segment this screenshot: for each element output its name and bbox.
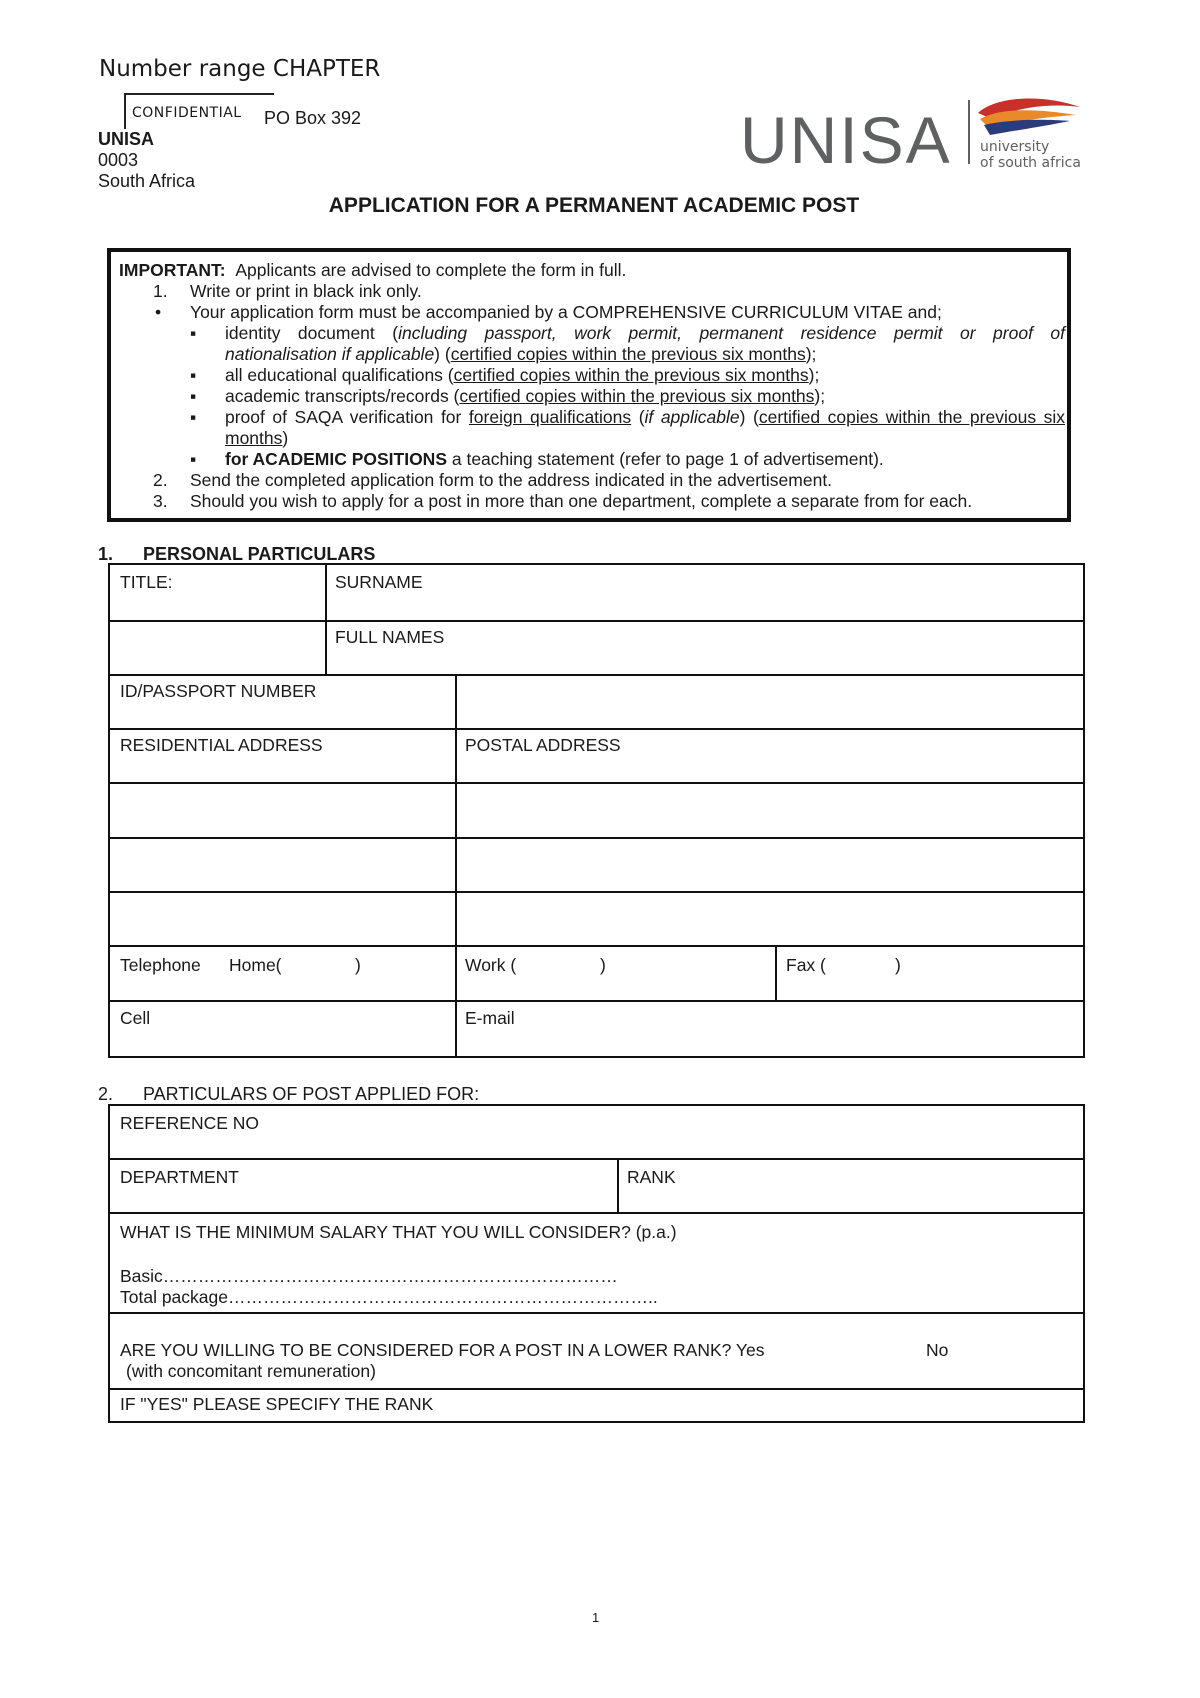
surname-field[interactable]: SURNAME [335,572,423,592]
square-bullet: ▪ [190,407,197,427]
identity-document-line: identity document (including passport, work permit, permanent residence permit or proof of [225,323,1065,343]
section1-heading: 1. PERSONAL PARTICULARS [98,544,376,564]
home-phone-field[interactable]: Home( [229,955,282,975]
org-name: UNISA [98,129,155,149]
home-phone-close: ) [355,955,361,975]
logo-wordmark: UNISA [740,103,952,175]
reference-no-field[interactable]: REFERENCE NO [120,1113,260,1133]
po-box: PO Box 392 [264,108,362,128]
cell-field[interactable]: Cell [120,1008,151,1028]
square-bullet: ▪ [190,386,197,406]
square-bullet: ▪ [190,449,197,469]
logo-line2: of south africa [980,155,1081,171]
post-particulars-table [108,1104,1085,1423]
item2-number: 2. [153,470,168,490]
postal-address-label: POSTAL ADDRESS [465,735,621,755]
email-field[interactable]: E-mail [465,1008,515,1028]
specify-rank-field[interactable]: IF "YES" PLEASE SPECIFY THE RANK [120,1394,434,1414]
remuneration-note: (with concomitant remuneration) [126,1361,376,1381]
fax-close: ) [895,955,901,975]
unisa-logo [740,95,1090,175]
item1-number: 1. [153,281,168,301]
department-field[interactable]: DEPARTMENT [120,1167,239,1187]
item1-text: Write or print in black ink only. [190,281,422,301]
chapter-heading: Number range CHAPTER [99,56,381,82]
section2-heading: 2. PARTICULARS OF POST APPLIED FOR: [98,1084,480,1104]
transcripts-line: academic transcripts/records (certified copies within the previous six months); [225,386,826,406]
identity-document-line2: nationalisation if applicable) (certified copies within the previous six months); [225,344,817,364]
item3-number: 3. [153,491,168,511]
no-option[interactable]: No [926,1340,949,1360]
square-bullet: ▪ [190,365,197,385]
work-phone-field[interactable]: Work ( [465,955,517,975]
title-field[interactable]: TITLE: [120,572,173,592]
lower-rank-question: ARE YOU WILLING TO BE CONSIDERED FOR A POST IN A LOWER RANK? Yes [120,1340,765,1360]
personal-particulars-table [108,563,1085,1058]
saqa-line2: months) [225,428,289,448]
total-package-field[interactable]: Total package……………………………………………………………….. [120,1287,658,1307]
important-intro: IMPORTANT: Applicants are advised to complete the form in full. [119,260,627,280]
confidential-label: CONFIDENTIAL [132,105,242,121]
item2-text: Send the completed application form to the address indicated in the advertisement. [190,470,833,490]
form-title: APPLICATION FOR A PERMANENT ACADEMIC POST [328,194,860,217]
important-notice-box [107,248,1071,522]
bullet: • [155,302,162,322]
fax-field[interactable]: Fax ( [786,955,826,975]
saqa-line: proof of SAQA verification for foreign qualifications (if applicable) (certified copies within the previous six [225,407,1066,427]
logo-line1: university [980,139,1050,155]
square-bullet: ▪ [190,323,197,343]
work-phone-close: ) [600,955,606,975]
page-number: 1 [592,1610,600,1625]
unisa-flame-logo-icon [978,98,1080,135]
cv-requirement: Your application form must be accompanied by a COMPREHENSIVE CURRICULUM VITAE and; [190,302,942,322]
country: South Africa [98,171,196,191]
full-names-field[interactable]: FULL NAMES [335,627,445,647]
item3-text: Should you wish to apply for a post in more than one department, complete a separate from for each. [190,491,973,511]
residential-address-label: RESIDENTIAL ADDRESS [120,735,323,755]
rank-field[interactable]: RANK [627,1167,676,1187]
qualifications-line: all educational qualifications (certified copies within the previous six months); [225,365,820,385]
academic-positions-line: for ACADEMIC POSITIONS a teaching statement (refer to page 1 of advertisement). [225,449,884,469]
telephone-label: Telephone [120,955,201,975]
id-passport-label: ID/PASSPORT NUMBER [120,681,317,701]
postal-code: 0003 [98,150,139,170]
salary-question: WHAT IS THE MINIMUM SALARY THAT YOU WILL CONSIDER? (p.a.) [120,1222,677,1242]
basic-salary-field[interactable]: Basic…………………………………………………………………… [120,1266,618,1286]
